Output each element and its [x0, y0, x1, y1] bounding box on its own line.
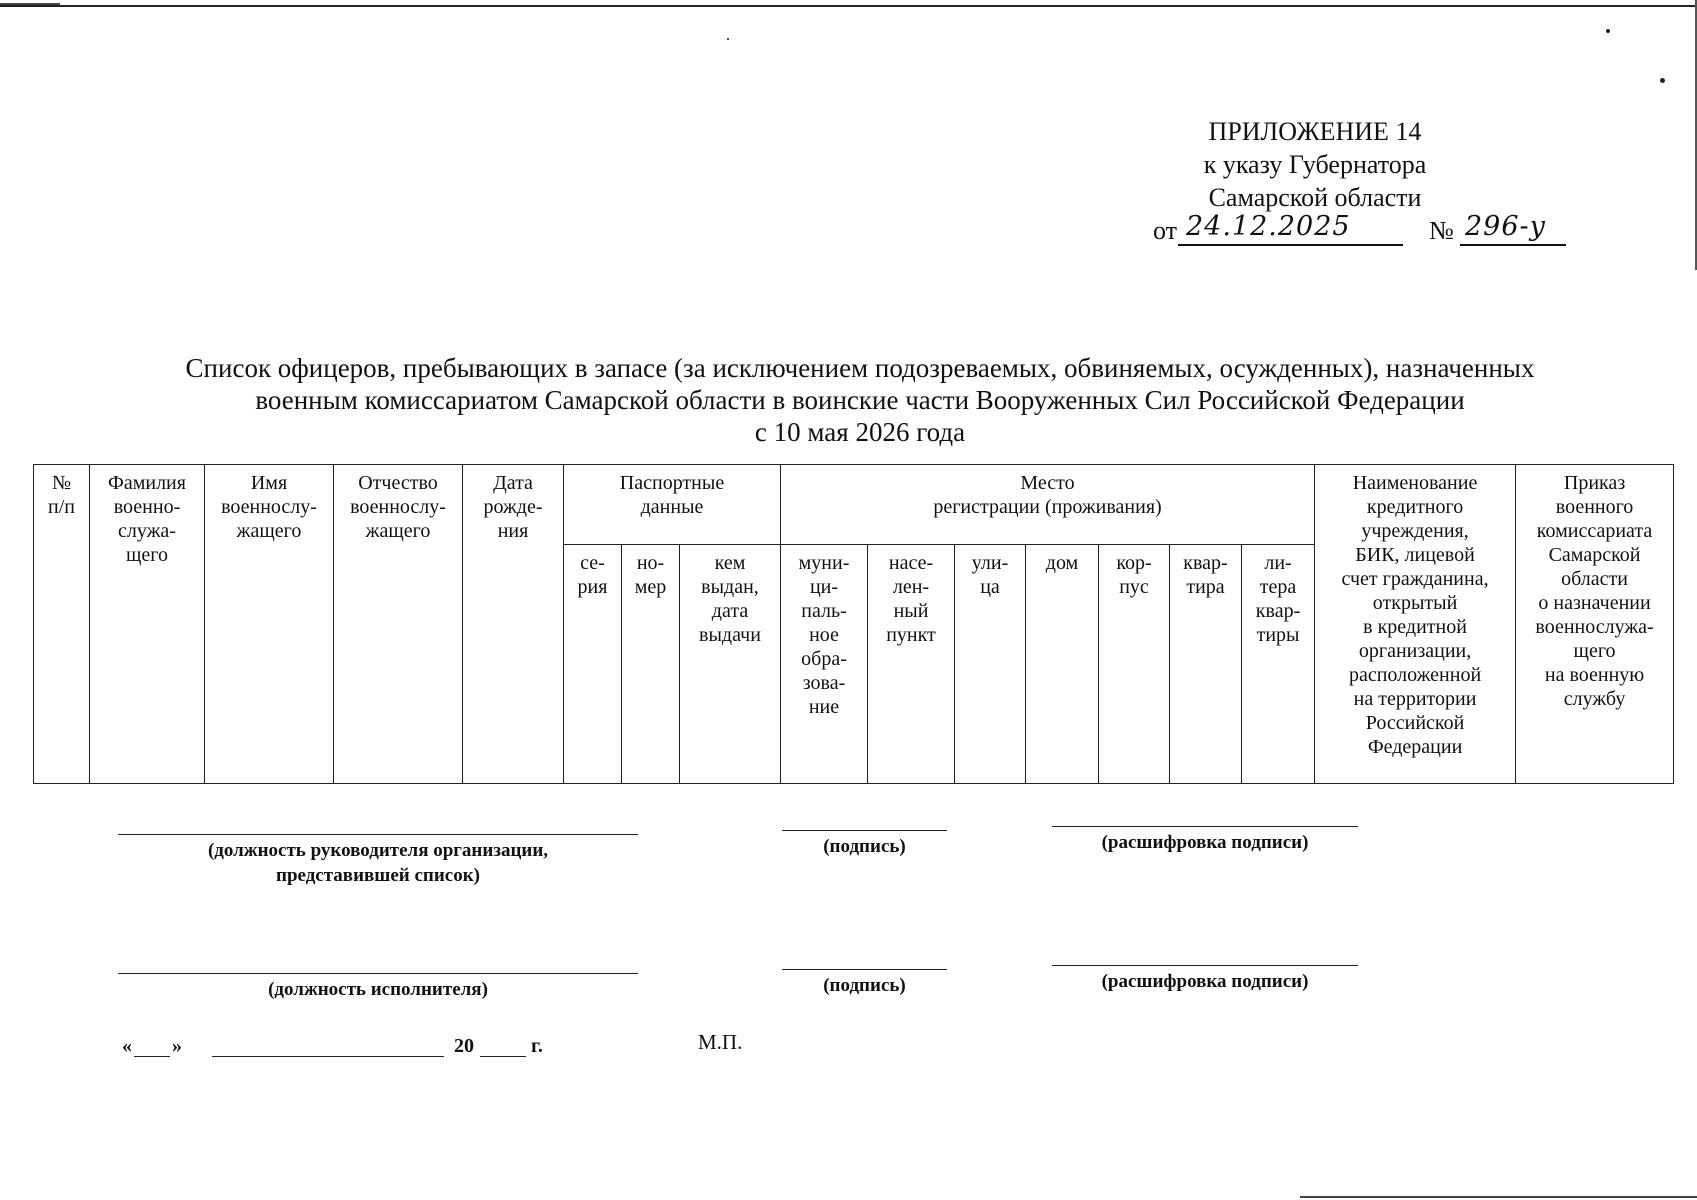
header-apartment-letter: ли- тера квар- тиры — [1242, 545, 1315, 784]
header-order: Приказ военного комиссариата Самарской области о назначении военнослужа- щего на военную службу — [1516, 465, 1674, 784]
signature-caption-2: (подпись) — [823, 975, 906, 996]
appendix-region: Самарской области — [1208, 183, 1422, 212]
header-building: кор- пус — [1099, 545, 1170, 784]
table-header-row — [34, 465, 1674, 545]
header-municipality: муни- ци- паль- ное обра- зова- ние — [781, 545, 868, 784]
header-surname: Фамилия военно- служа- щего — [90, 465, 205, 784]
title-line-1: Список офицеров, пребывающих в запасе (за исключением подозреваемых, обвиняемых, осужденных), назначенных — [185, 353, 1535, 383]
number-prefix: № — [1429, 216, 1454, 245]
title-line-3: с 10 мая 2026 года — [754, 417, 966, 447]
head-position-line — [118, 834, 638, 835]
header-passport-number: но- мер — [622, 545, 680, 784]
decree-date-handwritten: 24.12.2025 — [1186, 211, 1351, 242]
decree-number-handwritten: 296-у — [1465, 211, 1547, 242]
scan-speck — [1660, 78, 1665, 83]
header-passport-series: се- рия — [564, 545, 622, 784]
decode-caption-1: (расшифровка подписи) — [1101, 832, 1309, 853]
year-blank-line — [480, 1056, 526, 1057]
decode-line-1 — [1052, 826, 1358, 827]
date-underline — [1178, 244, 1403, 246]
appendix-block — [1150, 115, 1547, 247]
appendix-title: ПРИЛОЖЕНИЕ 14 — [1208, 117, 1422, 146]
stamp-place: М.П. — [698, 1030, 743, 1054]
executor-position-line — [118, 973, 638, 974]
decode-line-2 — [1052, 965, 1358, 966]
number-underline — [1460, 244, 1566, 246]
year-suffix: г. — [531, 1035, 543, 1057]
scan-speck — [727, 38, 729, 40]
header-birth-date: Дата рожде- ния — [463, 465, 564, 784]
header-apartment: квар- тира — [1170, 545, 1242, 784]
header-passport-group: Паспортные данные — [564, 465, 781, 545]
signature-line-2 — [782, 969, 947, 970]
header-street: ули- ца — [955, 545, 1026, 784]
decode-caption-2: (расшифровка подписи) — [1101, 971, 1309, 992]
date-quote-close: » — [172, 1035, 182, 1057]
appendix-reference: к указу Губернатора — [1203, 150, 1427, 179]
executor-position-caption: (должность исполнителя) — [268, 979, 488, 1000]
document-title — [60, 352, 1660, 448]
header-number: № п/п — [34, 465, 90, 784]
officers-table — [33, 464, 1674, 784]
scan-edge-line — [0, 5, 1697, 7]
header-passport-issued: кем выдан, дата выдачи — [680, 545, 781, 784]
title-line-2: военным комиссариатом Самарской области в воинские части Вооруженных Сил Российской Федерации — [255, 385, 1465, 415]
header-registration-group: Место регистрации (проживания) — [781, 465, 1315, 545]
header-settlement: насе- лен- ный пункт — [868, 545, 955, 784]
appendix-date-line — [1150, 211, 1547, 247]
header-first-name: Имя военнослу- жащего — [205, 465, 334, 784]
year-prefix: 20 — [454, 1035, 474, 1057]
month-blank-line — [212, 1056, 444, 1057]
signature-caption-1: (подпись) — [823, 836, 906, 857]
date-quote-open: « — [122, 1035, 132, 1057]
date-prefix: от — [1153, 216, 1178, 245]
scan-edge-line — [1300, 1196, 1697, 1198]
signature-line-1 — [782, 830, 947, 831]
scan-speck — [1606, 29, 1610, 33]
header-bank-details: Наименование кредитного учреждения, БИК, лицевой счет гражданина, открытый в кредитной организации, расположенной на территории Российской Федерации — [1315, 465, 1516, 784]
header-patronymic: Отчество военнослу- жащего — [334, 465, 463, 784]
header-house: дом — [1026, 545, 1099, 784]
day-blank-line — [134, 1056, 170, 1057]
head-position-caption: (должность руководителя организации, представившей список) — [207, 840, 549, 886]
